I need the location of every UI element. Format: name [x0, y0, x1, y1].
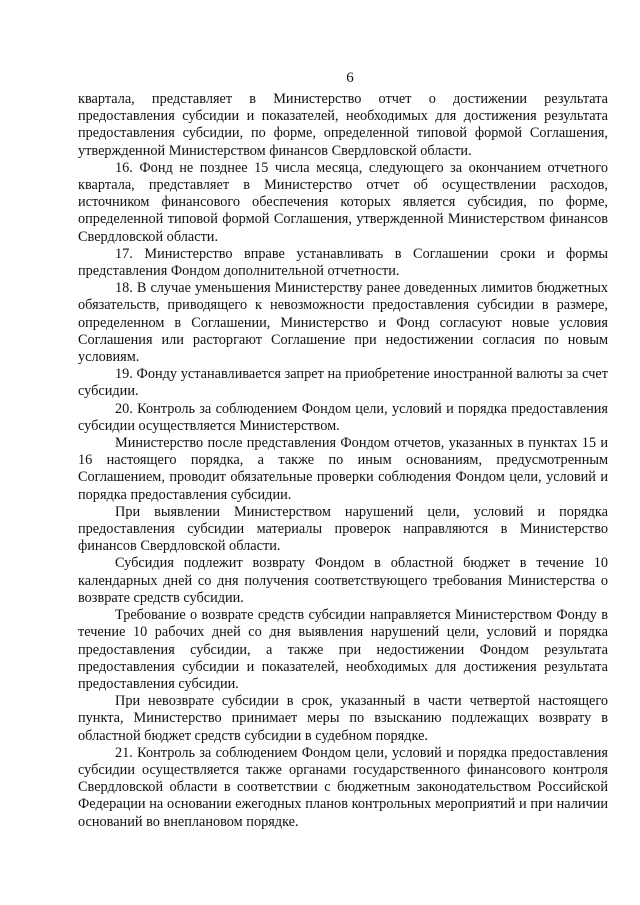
paragraph-20-inspections: Министерство после представления Фондом отчетов, указанных в пунктах 15 и 16 настоящего порядка, а также по иным основаниям, предусмотренным Соглашением, проводит обязательные проверки соблюдения Фондом цели, условий и порядка предоставления субсидии.	[78, 435, 608, 503]
paragraph-20-violations: При выявлении Министерством нарушений цели, условий и порядка предоставления субсидии материалы проверок направляются в Министерство финансов Свердловской области.	[78, 503, 608, 555]
paragraph-16: 16. Фонд не позднее 15 числа месяца, следующего за окончанием отчетного квартала, представляет в Министерство отчет об осуществлении расходов, источником финансового обеспечения которых является субсидия, по форме, определенной типовой формой Соглашения, утвержденной Министерством финансов Свердловской области.	[78, 159, 608, 245]
paragraph-20-refund: Субсидия подлежит возврату Фондом в областной бюджет в течение 10 календарных дней со дня получения соответствующего требования Министерства о возврате средств субсидии.	[78, 555, 608, 606]
paragraph-21: 21. Контроль за соблюдением Фондом цели, условий и порядка предоставления субсидии осуществляется также органами государственного финансового контроля Свердловской области в соответствии с бюджетным законодательством Российской Федерации на основании ежегодных планов контрольных мероприятий и при наличии оснований во внеплановом порядке.	[78, 744, 608, 830]
paragraph-18: 18. В случае уменьшения Министерству ранее доведенных лимитов бюджетных обязательств, приводящего к невозможности предоставления субсидии в размере, определенном в Соглашении, Министерство и Фонд согласуют новые условия Соглашения или расторгают Соглашение при недостижении согласия по новым условиям.	[78, 280, 608, 366]
document-page	[78, 70, 608, 831]
paragraph-continuation: квартала, представляет в Министерство отчет о достижении результата предоставления субсидии и показателей, необходимых для достижения результата предоставления субсидии, по форме, определенной типовой формой Соглашения, утвержденной Министерством финансов Свердловской области.	[78, 91, 608, 159]
paragraph-19: 19. Фонду устанавливается запрет на приобретение иностранной валюты за счет субсидии.	[78, 366, 608, 400]
paragraph-20-recovery: При невозврате субсидии в срок, указанный в части четвертой настоящего пункта, Министерство принимает меры по взысканию подлежащих возврату в областной бюджет средств субсидии в судебном порядке.	[78, 693, 608, 744]
paragraph-20-refund-request: Требование о возврате средств субсидии направляется Министерством Фонду в течение 10 рабочих дней со дня выявления нарушений цели, условий и порядка предоставления субсидии, а также при недостижении Фондом результата предоставления субсидии и показателей, необходимых для достижения результата предоставления субсидии.	[78, 607, 608, 692]
paragraph-17: 17. Министерство вправе устанавливать в Соглашении сроки и формы представления Фондом дополнительной отчетности.	[78, 245, 608, 280]
paragraph-20: 20. Контроль за соблюдением Фондом цели, условий и порядка предоставления субсидии осуществляется Министерством.	[78, 400, 608, 434]
page-number: 6	[346, 70, 354, 86]
